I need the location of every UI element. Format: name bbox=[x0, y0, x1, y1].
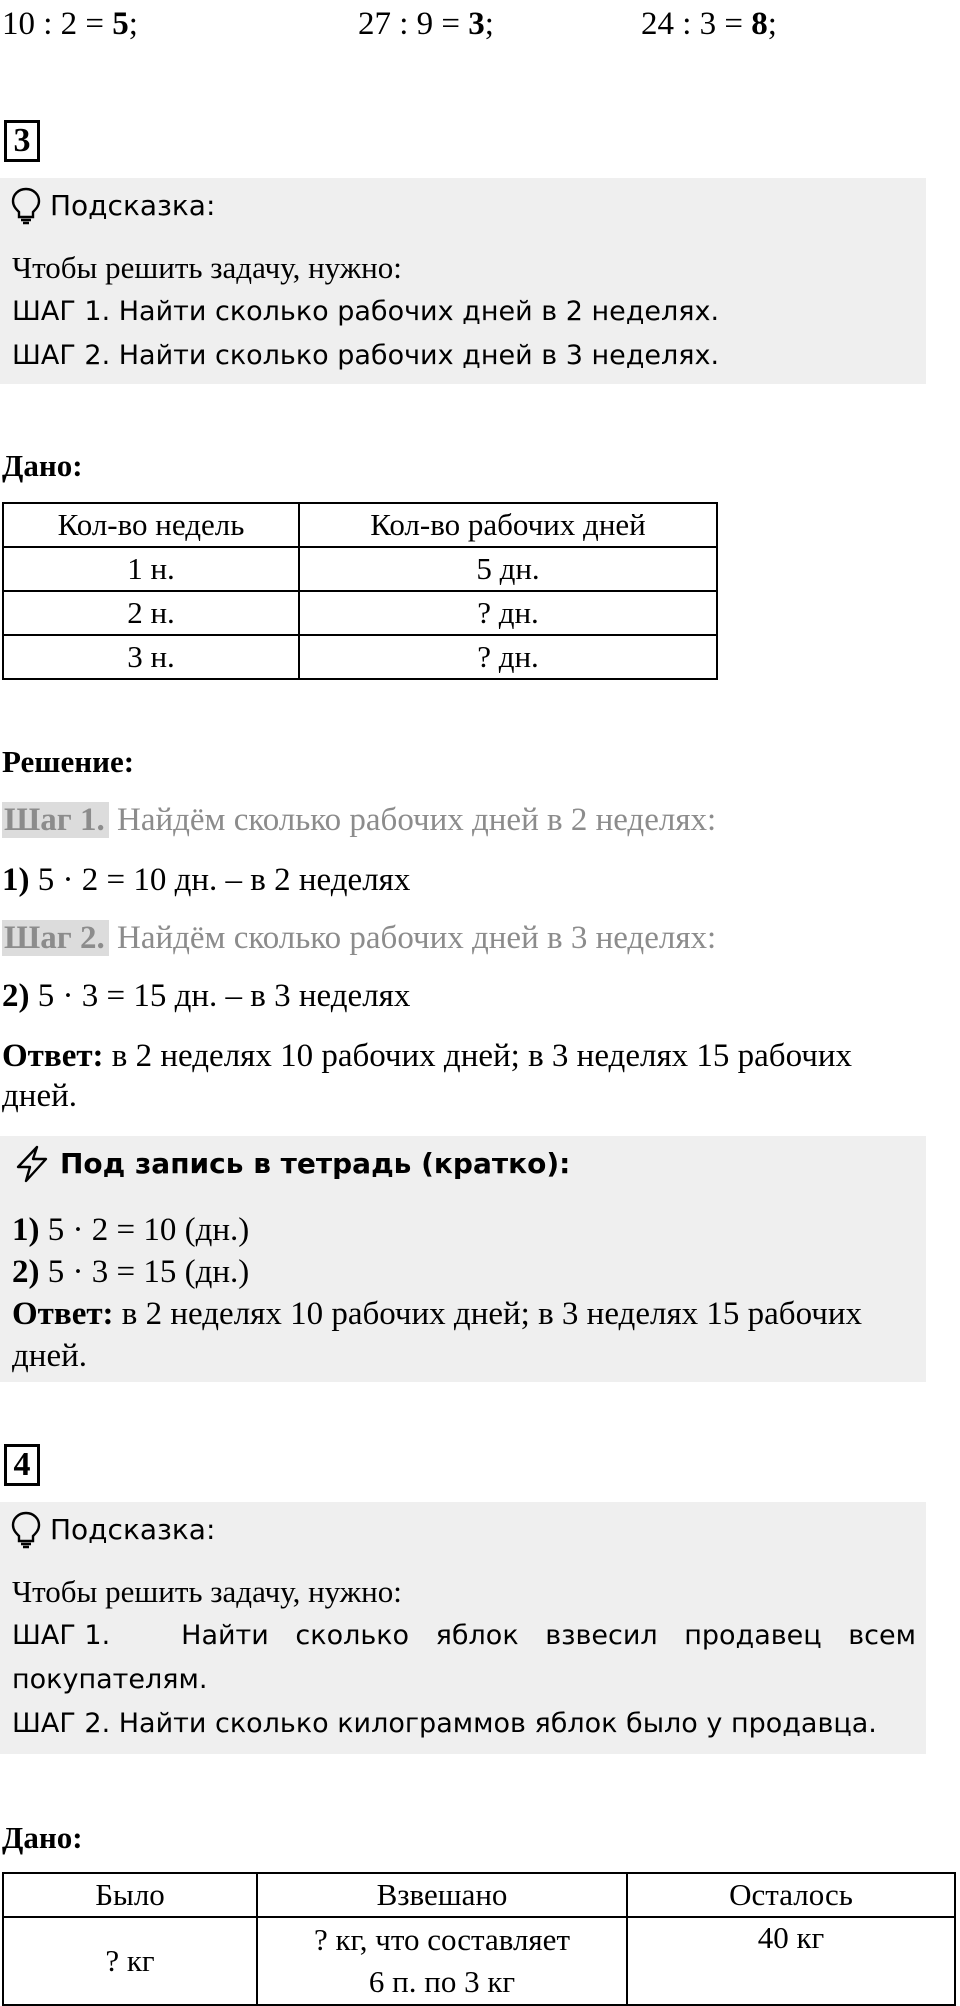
solution-heading: Решение: bbox=[2, 744, 135, 779]
hint-step-2 bbox=[12, 1702, 877, 1746]
notebook-line-1 bbox=[12, 1210, 249, 1250]
hint-step-text: Найти сколько яблок взвесил продавец всем bbox=[181, 1620, 916, 1651]
table-header-row bbox=[3, 503, 717, 547]
calc-line-2 bbox=[2, 976, 410, 1016]
table-cell: ? кг bbox=[3, 1917, 257, 2005]
solution-step-1 bbox=[2, 800, 716, 840]
table-header-cell: Кол-во недель bbox=[3, 503, 299, 547]
answer-text: в 2 неделях 10 рабочих дней; в 3 неделях 15 рабочих bbox=[113, 1296, 862, 1332]
hint-step-label: ШАГ 1. bbox=[12, 296, 111, 327]
cell-line: 6 п. по 3 кг bbox=[368, 1964, 516, 1999]
notebook-answer-line-1 bbox=[12, 1294, 862, 1334]
equation-2 bbox=[358, 0, 494, 48]
hint-intro: Чтобы решить задачу, нужно: bbox=[12, 1574, 402, 1609]
table-cell: ? дн. bbox=[299, 635, 717, 679]
equation-result: 3 bbox=[468, 6, 485, 42]
hint-step-label: ШАГ 2. bbox=[12, 340, 111, 371]
answer-text: в 2 неделях 10 рабочих дней; в 3 неделях 15 рабочих bbox=[103, 1038, 852, 1074]
answer-label: Ответ: bbox=[12, 1296, 114, 1332]
equation-left: 24 : 3 = bbox=[641, 6, 752, 42]
hint-step-text: Найти сколько килограммов яблок было у продавца. bbox=[110, 1708, 877, 1739]
lightning-icon bbox=[12, 1144, 52, 1184]
table-cell-weighed bbox=[257, 1917, 627, 2005]
table-row bbox=[3, 1917, 955, 2005]
calc-number: 1) bbox=[12, 1212, 40, 1248]
notebook-title-text: Под запись в тетрадь (кратко): bbox=[60, 1147, 571, 1180]
equation-1 bbox=[2, 0, 138, 48]
answer-line-2: дней. bbox=[2, 1078, 78, 1114]
task-number-4: 4 bbox=[4, 1444, 40, 1486]
task-number-3: 3 bbox=[4, 120, 40, 162]
hint-step-1-line-1 bbox=[12, 1614, 916, 1658]
equation-result: 8 bbox=[751, 6, 768, 42]
calc-line-1 bbox=[2, 860, 410, 900]
solution-step-2 bbox=[2, 918, 716, 958]
hint-box-task4 bbox=[0, 1502, 926, 1754]
hint-box-task3 bbox=[0, 178, 926, 384]
hint-title-text: Подсказка: bbox=[50, 189, 216, 222]
equation-left: 10 : 2 = bbox=[2, 6, 113, 42]
calc-number: 2) bbox=[12, 1254, 40, 1290]
hint-title-text: Подсказка: bbox=[50, 1513, 216, 1546]
given-heading-task4: Дано: bbox=[2, 1820, 83, 1855]
equation-result: 5 bbox=[112, 6, 129, 42]
table-header-cell: Кол-во рабочих дней bbox=[299, 503, 717, 547]
hint-step-text: Найти сколько рабочих дней в 2 неделях. bbox=[110, 296, 720, 327]
calc-text: 5 · 3 = 15 дн. – в 3 неделях bbox=[29, 978, 411, 1014]
calc-text: 5 · 3 = 15 (дн.) bbox=[39, 1254, 250, 1290]
lightbulb-icon bbox=[10, 1511, 42, 1549]
notebook-box bbox=[0, 1136, 926, 1382]
given-table-task3 bbox=[2, 502, 718, 680]
equation-3 bbox=[641, 0, 777, 48]
hint-step-2 bbox=[12, 334, 719, 378]
given-heading: Дано: bbox=[2, 448, 83, 483]
table-cell: 40 кг bbox=[627, 1917, 955, 2005]
calc-text: 5 · 2 = 10 дн. – в 2 неделях bbox=[29, 862, 411, 898]
notebook-title bbox=[12, 1144, 570, 1184]
table-header-cell: Осталось bbox=[627, 1873, 955, 1917]
table-header-row bbox=[3, 1873, 955, 1917]
hint-title bbox=[10, 186, 215, 226]
hint-intro: Чтобы решить задачу, нужно: bbox=[12, 250, 402, 285]
notebook-line-2 bbox=[12, 1252, 249, 1292]
table-row bbox=[3, 591, 717, 635]
calc-number: 2) bbox=[2, 978, 30, 1014]
table-cell: 1 н. bbox=[3, 547, 299, 591]
step-text: Найдём сколько рабочих дней в 2 неделях: bbox=[108, 802, 717, 838]
equation-tail: ; bbox=[128, 6, 138, 42]
equation-left: 27 : 9 = bbox=[358, 6, 469, 42]
table-row bbox=[3, 635, 717, 679]
equation-tail: ; bbox=[484, 6, 494, 42]
given-table-task4 bbox=[2, 1872, 956, 2006]
hint-step-label: ШАГ 1. bbox=[12, 1620, 111, 1651]
answer-line-1 bbox=[2, 1036, 960, 1076]
hint-step-1-line-2: покупателям. bbox=[12, 1664, 208, 1695]
hint-step-label: ШАГ 2. bbox=[12, 1708, 111, 1739]
table-row bbox=[3, 547, 717, 591]
cell-line: ? кг, что составляет bbox=[313, 1922, 570, 1957]
table-cell: 2 н. bbox=[3, 591, 299, 635]
answer-line-1-content bbox=[2, 1036, 852, 1076]
calc-text: 5 · 2 = 10 (дн.) bbox=[39, 1212, 250, 1248]
hint-step-1 bbox=[12, 290, 719, 334]
equation-tail: ; bbox=[767, 6, 777, 42]
table-header-cell: Было bbox=[3, 1873, 257, 1917]
answer-task3 bbox=[2, 1036, 960, 1116]
step-text: Найдём сколько рабочих дней в 3 неделях: bbox=[108, 920, 717, 956]
hint-title bbox=[10, 1510, 215, 1550]
step-label: Шаг 1. bbox=[2, 802, 109, 838]
answer-label: Ответ: bbox=[2, 1038, 104, 1074]
table-cell: ? дн. bbox=[299, 591, 717, 635]
table-cell: 3 н. bbox=[3, 635, 299, 679]
notebook-answer-line-2: дней. bbox=[12, 1338, 88, 1374]
table-header-cell: Взвешано bbox=[257, 1873, 627, 1917]
calc-number: 1) bbox=[2, 862, 30, 898]
lightbulb-icon bbox=[10, 187, 42, 225]
hint-step-text: Найти сколько рабочих дней в 3 неделях. bbox=[110, 340, 720, 371]
table-cell: 5 дн. bbox=[299, 547, 717, 591]
step-label: Шаг 2. bbox=[2, 920, 109, 956]
